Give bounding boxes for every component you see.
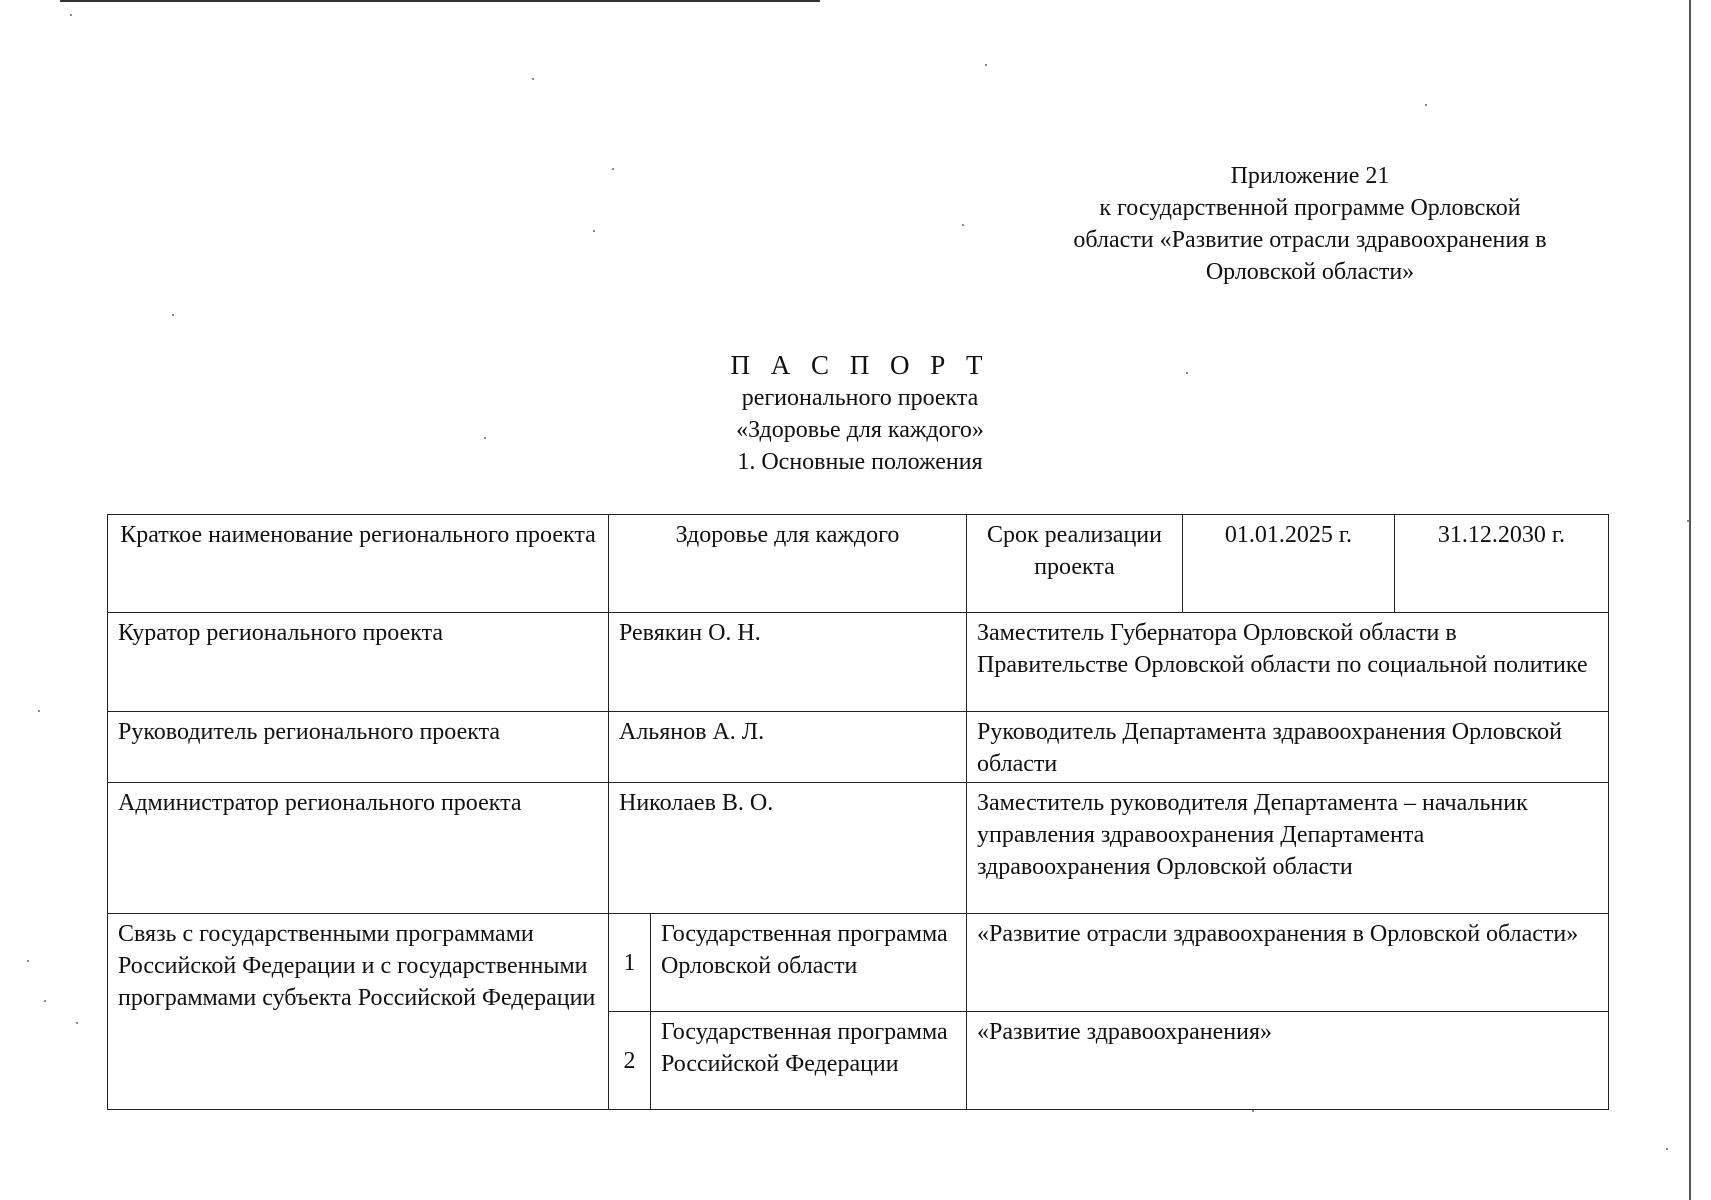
short-name-label: Краткое наименование регионального проекта bbox=[108, 515, 609, 613]
head-name: Альянов А. Л. bbox=[609, 712, 967, 783]
scan-speck bbox=[76, 1022, 78, 1024]
admin-label: Администратор регионального проекта bbox=[108, 783, 609, 914]
program-name: «Развитие здравоохранения» bbox=[967, 1012, 1609, 1110]
scan-speck bbox=[1425, 104, 1427, 106]
admin-position: Заместитель руководителя Департамента – начальник управления здравоохранения Департамента здравоохранения Орловской области bbox=[967, 783, 1609, 914]
term-label: Срок реализации проекта bbox=[967, 515, 1183, 613]
curator-name: Ревякин О. Н. bbox=[609, 613, 967, 712]
project-name: «Здоровье для каждого» bbox=[736, 417, 984, 443]
scan-speck bbox=[70, 14, 72, 16]
scan-speck bbox=[38, 710, 40, 712]
scan-speck bbox=[1186, 372, 1188, 374]
scan-speck bbox=[1252, 1110, 1254, 1112]
end-date: 31.12.2030 г. bbox=[1395, 515, 1609, 613]
table-row-admin bbox=[108, 783, 1609, 914]
program-type: Государственная программа Орловской области bbox=[651, 914, 967, 1012]
program-link-label: Связь с государственными программами Российской Федерации и с государственными программами субъекта Российской Федерации bbox=[108, 914, 609, 1110]
head-label: Руководитель регионального проекта bbox=[108, 712, 609, 783]
scan-speck bbox=[532, 78, 534, 80]
scan-speck bbox=[593, 230, 595, 232]
table-row-head bbox=[108, 712, 1609, 783]
passport-heading bbox=[600, 348, 1120, 478]
annex-line-3: области «Развитие отрасли здравоохранения в bbox=[1073, 227, 1547, 253]
passport-title: П А С П О Р Т bbox=[730, 350, 990, 380]
passport-subtitle: регионального проекта bbox=[741, 385, 979, 411]
annex-number: Приложение 21 bbox=[1230, 163, 1390, 189]
scan-speck bbox=[484, 437, 486, 439]
table-row-curator bbox=[108, 613, 1609, 712]
annex-line-2: к государственной программе Орловской bbox=[1099, 195, 1521, 221]
passport-table bbox=[107, 514, 1609, 1110]
scan-speck bbox=[172, 314, 174, 316]
annex-line-4: Орловской области» bbox=[1205, 259, 1415, 285]
scan-speck bbox=[985, 64, 987, 66]
table-row-program-1 bbox=[108, 914, 1609, 1012]
scan-speck bbox=[1687, 520, 1689, 522]
start-date: 01.01.2025 г. bbox=[1183, 515, 1395, 613]
program-number: 1 bbox=[609, 914, 651, 1012]
scan-speck bbox=[962, 224, 964, 226]
admin-name: Николаев В. О. bbox=[609, 783, 967, 914]
scan-edge-top bbox=[60, 0, 820, 2]
curator-label: Куратор регионального проекта bbox=[108, 613, 609, 712]
program-type: Государственная программа Российской Федерации bbox=[651, 1012, 967, 1110]
scan-speck bbox=[1666, 1148, 1668, 1150]
annex-block bbox=[1000, 160, 1620, 288]
table-row-short-name bbox=[108, 515, 1609, 613]
program-name: «Развитие отрасли здравоохранения в Орловской области» bbox=[967, 914, 1609, 1012]
scan-speck bbox=[612, 168, 614, 170]
curator-position: Заместитель Губернатора Орловской области в Правительстве Орловской области по социальной политике bbox=[967, 613, 1609, 712]
section-title: 1. Основные положения bbox=[737, 449, 983, 475]
head-position: Руководитель Департамента здравоохранения Орловской области bbox=[967, 712, 1609, 783]
short-name-value: Здоровье для каждого bbox=[609, 515, 967, 613]
scan-speck bbox=[44, 1000, 46, 1002]
scan-speck bbox=[27, 960, 29, 962]
scan-edge-right bbox=[1689, 0, 1691, 1200]
program-number: 2 bbox=[609, 1012, 651, 1110]
